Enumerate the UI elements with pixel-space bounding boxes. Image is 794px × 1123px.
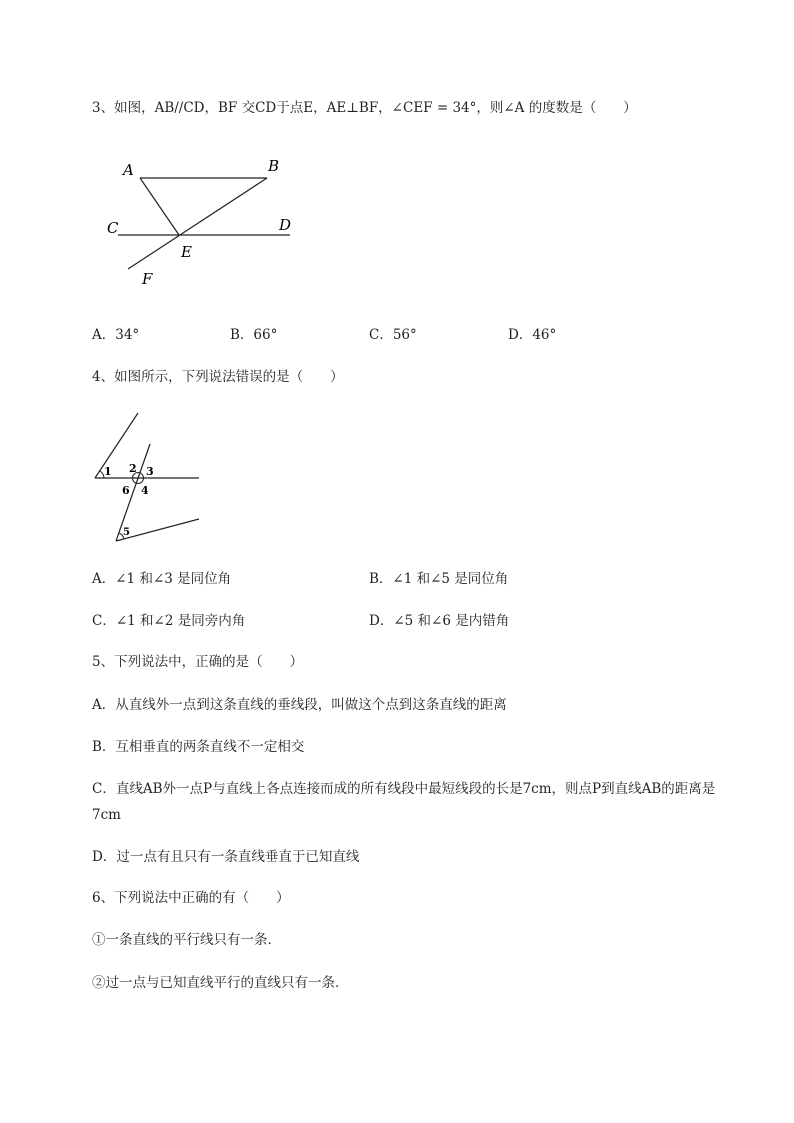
q3-option-b[interactable]: B．66° xyxy=(230,327,278,343)
q5-stem: 5、下列说法中，正确的是（ ） xyxy=(92,654,304,670)
label-f: F xyxy=(142,270,153,288)
label-d: D xyxy=(279,216,292,234)
angle-label-5: 5 xyxy=(123,527,130,538)
label-e: E xyxy=(181,243,192,261)
q3-stem: 3、如图，AB//CD，BF 交CD于点E，AE⊥BF，∠CEF = 34°，则∠A 的度数是（ ） xyxy=(92,100,637,116)
q4-option-c[interactable]: C．∠1 和∠2 是同旁内角 xyxy=(92,613,246,629)
q5-option-b[interactable]: B．互相垂直的两条直线不一定相交 xyxy=(92,739,305,755)
q6-stem: 6、下列说法中正确的有（ ） xyxy=(92,890,290,906)
q6-item-1: ①一条直线的平行线只有一条． xyxy=(92,932,281,948)
label-a: A xyxy=(123,161,134,179)
angle-label-4: 4 xyxy=(141,484,149,497)
q3-option-d[interactable]: D．46° xyxy=(508,327,557,343)
q4-option-d[interactable]: D．∠5 和∠6 是内错角 xyxy=(369,613,510,629)
q4-option-a[interactable]: A．∠1 和∠3 是同位角 xyxy=(92,571,232,587)
line-ae xyxy=(140,178,179,235)
label-c: C xyxy=(107,219,119,237)
q5-option-c[interactable]: C．直线AB外一点P与直线上各点连接而成的所有线段中最短线段的长是7cm，则点P到直线AB的距离是7cm xyxy=(92,781,716,823)
q3-option-a[interactable]: A．34° xyxy=(92,327,140,343)
angle-label-6: 6 xyxy=(122,484,130,497)
q4-stem: 4、如图所示，下列说法错误的是（ ） xyxy=(92,369,344,385)
angle-label-1: 1 xyxy=(104,465,112,478)
q5-option-a[interactable]: A．从直线外一点到这条直线的垂线段，叫做这个点到这条直线的距离 xyxy=(92,697,507,713)
angle-label-3: 3 xyxy=(146,465,154,478)
q3-figure xyxy=(100,150,330,290)
q4-figure xyxy=(90,408,210,548)
q4-option-b[interactable]: B．∠1 和∠5 是同位角 xyxy=(369,571,509,587)
label-b: B xyxy=(268,157,280,175)
angle-label-2: 2 xyxy=(129,462,137,475)
q3-option-c[interactable]: C．56° xyxy=(369,327,417,343)
q5-option-d[interactable]: D．过一点有且只有一条直线垂直于已知直线 xyxy=(92,849,360,865)
q6-item-2: ②过一点与已知直线平行的直线只有一条． xyxy=(92,975,349,991)
